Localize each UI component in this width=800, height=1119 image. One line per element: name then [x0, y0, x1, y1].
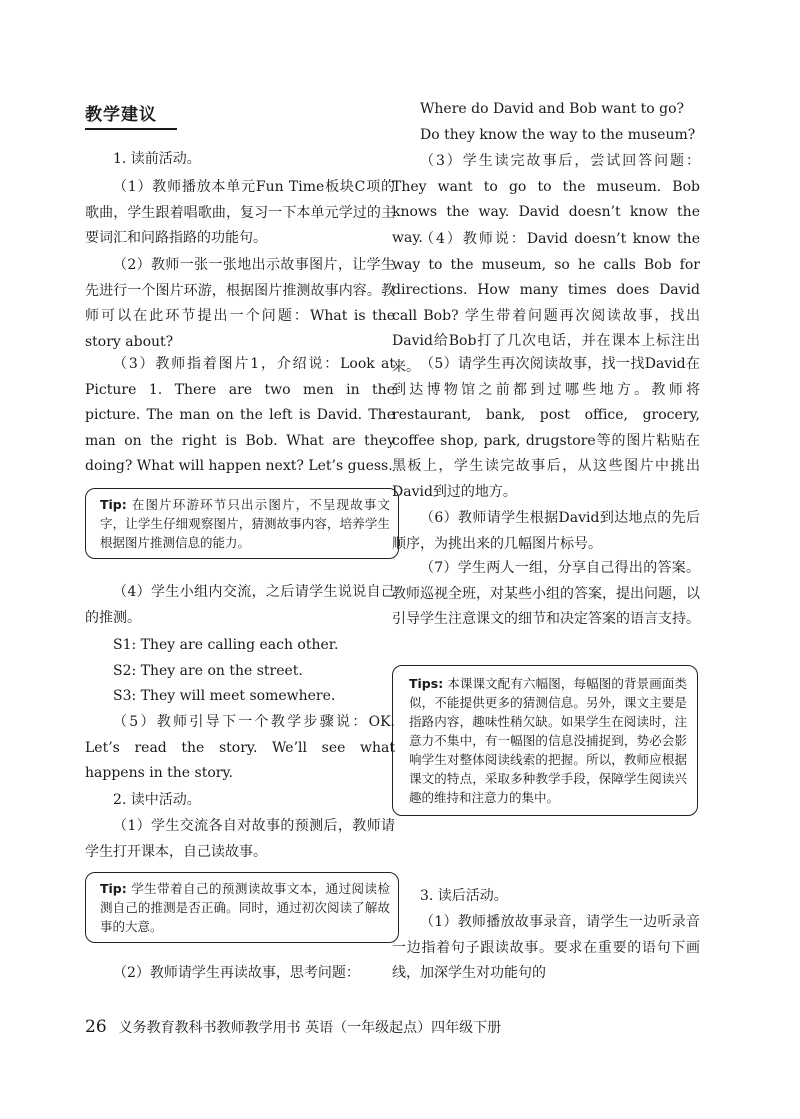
tips-box [392, 665, 698, 816]
paragraph: （7）学生两人一组，分享自己得出的答案。教师巡视全班，对某些小组的答案，提出问题，以引导学生注意课文的细节和决定答案的语言支持。 [392, 560, 700, 627]
paragraph: （2）教师请学生再读故事，思考问题： [113, 965, 360, 981]
paragraph: （5）教师引导下一个教学步骤说：OK. Let’s read the story. We’ll see what happens in the story. [85, 714, 395, 781]
page-number: 26 [85, 1017, 107, 1037]
paragraph: （1）学生交流各自对故事的预测后，教师请学生打开课本，自己读故事。 [85, 818, 395, 860]
dialogue-line: S3: They will meet somewhere. [113, 688, 336, 704]
while-reading-title: 2. 读中活动。 [113, 792, 201, 808]
paragraph: （3）教师指着图片1，介绍说：Look at Picture 1. There are two men in the picture. The man on the left is David. The man on the right is Bob. What are they doing? What will happen next? Let’s guess. [85, 356, 395, 474]
tip-box [85, 488, 399, 559]
tip-box [85, 872, 399, 943]
tip-text: 学生带着自己的预测读故事文本，通过阅读检测自己的推测是否正确。同时，通过初次阅读了解故事的大意。 [100, 881, 390, 934]
paragraph: （3）学生读完故事后，尝试回答问题：They want to go to the museum. Bob knows the way. David doesn’t know the way. [392, 153, 700, 246]
tip-label: Tips: [409, 676, 444, 691]
book-title: 义务教育教科书教师教学用书 英语（一年级起点）四年级下册 [118, 1020, 502, 1036]
dialogue-line: S1: They are calling each other. [113, 637, 339, 653]
paragraph: （6）教师请学生根据David到达地点的先后顺序，为挑出来的几幅图片标号。 [392, 510, 700, 552]
paragraph: （4）学生小组内交流，之后请学生说说自己的推测。 [85, 584, 395, 626]
question-line: Where do David and Bob want to go? [420, 101, 685, 117]
post-reading-title: 3. 读后活动。 [420, 888, 508, 904]
question-line: Do they know the way to the museum? [420, 127, 696, 143]
tip-label: Tip: [100, 881, 127, 896]
section-heading: 教学建议 [85, 100, 177, 130]
tip-label: Tip: [100, 497, 127, 512]
tip-text: 本课课文配有六幅图，每幅图的背景画面类似，不能提供更多的猜测信息。另外，课文主要是指路内容，趣味性稍欠缺。如果学生在阅读时，注意力不集中，有一幅图的信息没捕捉到，势必会影响学生对整体阅读线索的把握。所以，教师应根据课文的特点，采取多种教学手段，保障学生阅读兴趣的维持和注意力的集中。 [409, 676, 687, 805]
paragraph: （1）教师播放本单元Fun Time板块C项的歌曲，学生跟着唱歌曲，复习一下本单元学过的主要词汇和问路指路的功能句。 [85, 179, 395, 246]
tip-text: 在图片环游环节只出示图片，不呈现故事文字，让学生仔细观察图片，猜测故事内容，培养学生根据图片推测信息的能力。 [100, 497, 390, 550]
paragraph: （1）教师播放故事录音，请学生一边听录音一边指着句子跟读故事。要求在重要的语句下画线，加深学生对功能句的 [392, 914, 700, 981]
dialogue-line: S2: They are on the street. [113, 663, 303, 679]
paragraph: （4）教师说：David doesn’t know the way to the museum, so he calls Bob for directions. How many times does David call Bob? 学生带着问题再次阅读故事，找出David给Bob打了几次电话，并在课本上标注出来。 [392, 231, 700, 375]
paragraph: （5）请学生再次阅读故事，找一找David在到达博物馆之前都到过哪些地方。教师将restaurant, bank, post office, grocery, coffee shop, park, drugstore等的图片粘贴在黑板上，学生读完故事后，从这些图片中挑出David到过的地方。 [392, 356, 700, 500]
page-footer [85, 1017, 501, 1037]
paragraph: （2）教师一张一张地出示故事图片，让学生先进行一个图片环游，根据图片推测故事内容。教师可以在此环节提出一个问题：What is the story about? [85, 257, 395, 350]
pre-reading-title: 1. 读前活动。 [113, 151, 201, 167]
